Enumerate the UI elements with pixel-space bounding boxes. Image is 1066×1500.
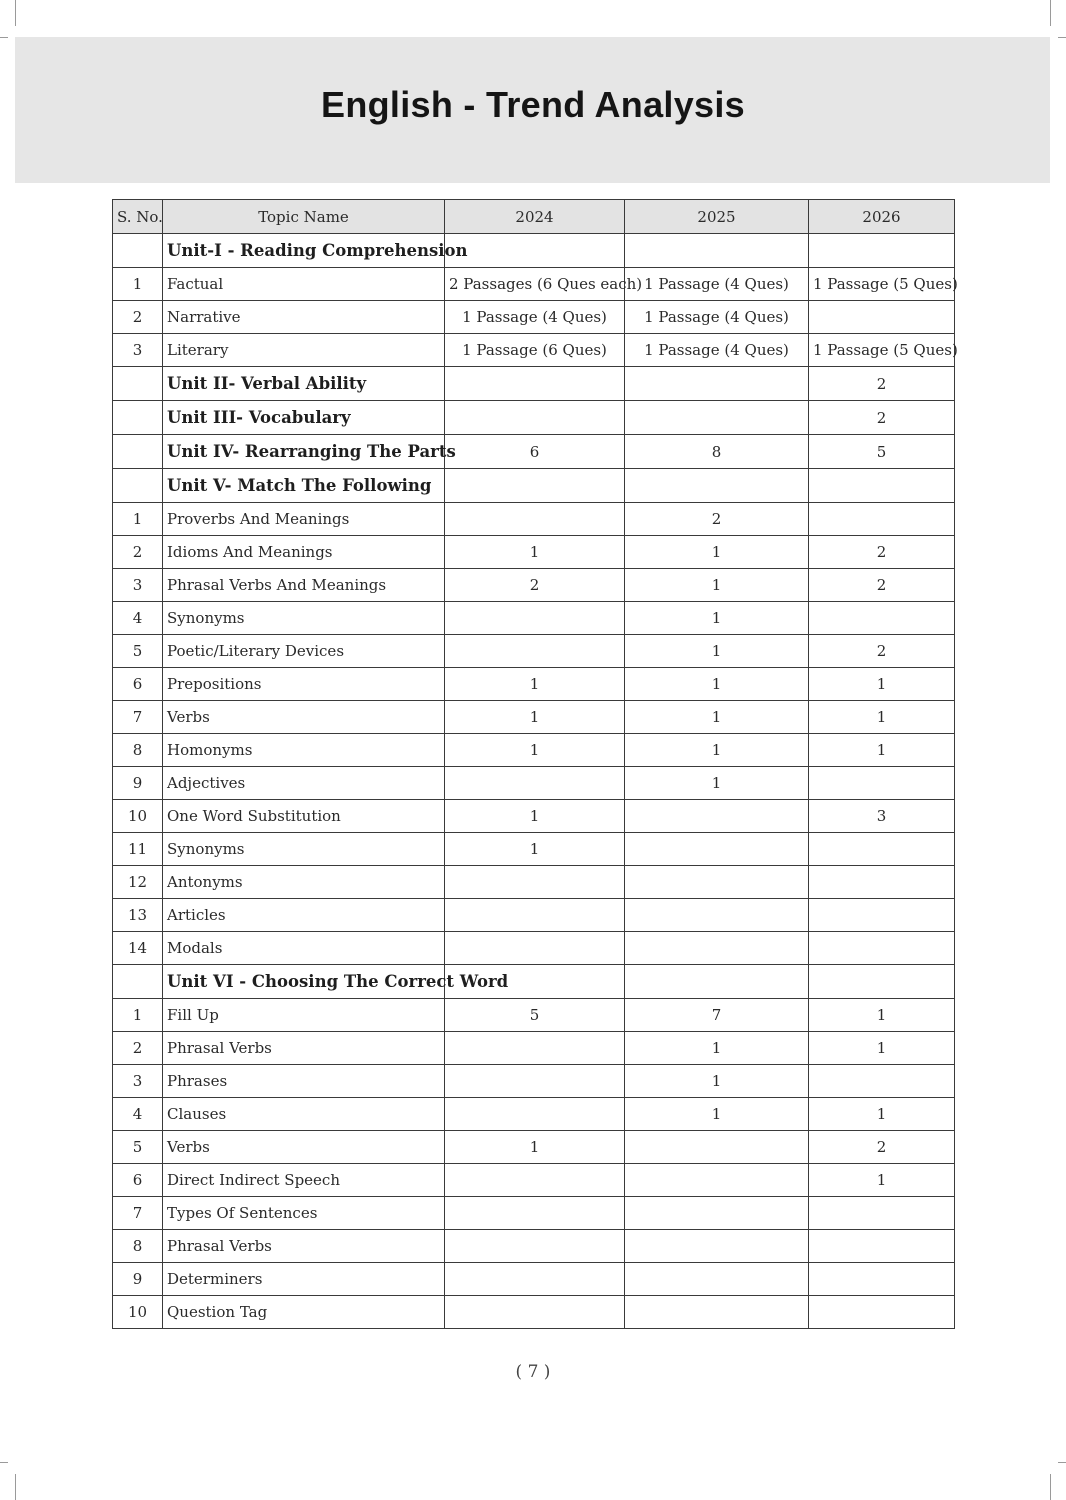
- value-2024-cell: [445, 866, 625, 899]
- sno-cell: 9: [113, 767, 163, 800]
- topic-cell: Types Of Sentences: [163, 1197, 445, 1230]
- topic-cell: Idioms And Meanings: [163, 536, 445, 569]
- value-2025-cell: 1: [625, 1098, 809, 1131]
- crop-mark: [1050, 0, 1051, 26]
- sno-cell: 11: [113, 833, 163, 866]
- table-row: [113, 301, 955, 334]
- topic-cell: Unit III- Vocabulary: [163, 401, 445, 435]
- sno-cell: 3: [113, 1065, 163, 1098]
- unit-row: [113, 401, 955, 435]
- value-2025-cell: [625, 1230, 809, 1263]
- topic-cell: Unit VI - Choosing The Correct Word: [163, 965, 445, 999]
- value-2024-cell: 5: [445, 999, 625, 1032]
- table-row: [113, 767, 955, 800]
- value-2026-cell: 1: [809, 1098, 955, 1131]
- topic-cell: Proverbs And Meanings: [163, 503, 445, 536]
- topic-cell: Narrative: [163, 301, 445, 334]
- value-2025-cell: 1: [625, 734, 809, 767]
- value-2024-cell: 2: [445, 569, 625, 602]
- topic-cell: Phrasal Verbs: [163, 1032, 445, 1065]
- table-row: [113, 635, 955, 668]
- value-2024-cell: [445, 401, 625, 435]
- value-2025-cell: [625, 1131, 809, 1164]
- topic-cell: Homonyms: [163, 734, 445, 767]
- sno-cell: 3: [113, 569, 163, 602]
- value-2024-cell: [445, 1098, 625, 1131]
- value-2025-cell: 1 Passage (4 Ques): [625, 301, 809, 334]
- unit-row: [113, 234, 955, 268]
- value-2024-cell: [445, 932, 625, 965]
- value-2024-cell: 6: [445, 435, 625, 469]
- value-2026-cell: 1: [809, 999, 955, 1032]
- value-2026-cell: [809, 1065, 955, 1098]
- value-2026-cell: 1: [809, 668, 955, 701]
- value-2024-cell: 1: [445, 668, 625, 701]
- topic-cell: Antonyms: [163, 866, 445, 899]
- value-2024-cell: [445, 635, 625, 668]
- topic-cell: Direct Indirect Speech: [163, 1164, 445, 1197]
- table-row: [113, 1296, 955, 1329]
- value-2024-cell: [445, 1230, 625, 1263]
- value-2025-cell: 7: [625, 999, 809, 1032]
- page-number: ( 7 ): [515, 1362, 551, 1382]
- value-2026-cell: [809, 1230, 955, 1263]
- sno-cell: 1: [113, 503, 163, 536]
- value-2026-cell: [809, 1263, 955, 1296]
- value-2024-cell: 1 Passage (6 Ques): [445, 334, 625, 367]
- value-2025-cell: 1: [625, 635, 809, 668]
- value-2025-cell: [625, 866, 809, 899]
- sno-cell: 8: [113, 734, 163, 767]
- table-row: [113, 334, 955, 367]
- trend-analysis-table: [112, 199, 958, 1329]
- topic-cell: Verbs: [163, 701, 445, 734]
- table-header-row: [113, 200, 955, 234]
- value-2026-cell: 2: [809, 569, 955, 602]
- value-2025-cell: [625, 401, 809, 435]
- crop-mark: [1050, 1474, 1051, 1500]
- value-2024-cell: [445, 899, 625, 932]
- value-2026-cell: 1: [809, 1164, 955, 1197]
- unit-row: [113, 469, 955, 503]
- value-2025-cell: 1: [625, 569, 809, 602]
- topic-cell: Verbs: [163, 1131, 445, 1164]
- topic-cell: Question Tag: [163, 1296, 445, 1329]
- table-row: [113, 899, 955, 932]
- table-row: [113, 999, 955, 1032]
- value-2026-cell: 2: [809, 367, 955, 401]
- sno-cell: 4: [113, 1098, 163, 1131]
- value-2025-cell: [625, 367, 809, 401]
- value-2026-cell: 2: [809, 635, 955, 668]
- sno-cell: 1: [113, 268, 163, 301]
- table-body: [113, 234, 958, 1329]
- value-2025-cell: [625, 1296, 809, 1329]
- topic-cell: Phrases: [163, 1065, 445, 1098]
- value-2025-cell: 1 Passage (4 Ques): [625, 268, 809, 301]
- topic-cell: Clauses: [163, 1098, 445, 1131]
- sno-cell: 1: [113, 999, 163, 1032]
- table-row: [113, 1164, 955, 1197]
- value-2026-cell: 2: [809, 401, 955, 435]
- topic-cell: Factual: [163, 268, 445, 301]
- topic-cell: Unit IV- Rearranging The Parts: [163, 435, 445, 469]
- sno-cell: 2: [113, 301, 163, 334]
- topic-cell: Literary: [163, 334, 445, 367]
- value-2024-cell: 1: [445, 833, 625, 866]
- table-row: [113, 734, 955, 767]
- value-2025-cell: [625, 800, 809, 833]
- table-row: [113, 668, 955, 701]
- value-2024-cell: 2 Passages (6 Ques each): [445, 268, 625, 301]
- crop-mark: [15, 0, 16, 26]
- value-2024-cell: [445, 1164, 625, 1197]
- value-2024-cell: 1: [445, 800, 625, 833]
- value-2026-cell: [809, 1296, 955, 1329]
- table-row: [113, 833, 955, 866]
- table-row: [113, 866, 955, 899]
- topic-cell: Poetic/Literary Devices: [163, 635, 445, 668]
- sno-cell: 12: [113, 866, 163, 899]
- value-2024-cell: 1: [445, 536, 625, 569]
- sno-cell: 9: [113, 1263, 163, 1296]
- value-2025-cell: 1: [625, 602, 809, 635]
- value-2026-cell: [809, 234, 955, 268]
- sno-cell: 2: [113, 1032, 163, 1065]
- value-2025-cell: 1: [625, 767, 809, 800]
- value-2025-cell: [625, 1263, 809, 1296]
- value-2026-cell: 1: [809, 701, 955, 734]
- value-2024-cell: [445, 1263, 625, 1296]
- crop-mark: [0, 37, 8, 38]
- topic-cell: Synonyms: [163, 602, 445, 635]
- table-row: [113, 932, 955, 965]
- topic-cell: Phrasal Verbs And Meanings: [163, 569, 445, 602]
- value-2025-cell: [625, 833, 809, 866]
- value-2026-cell: [809, 833, 955, 866]
- topic-cell: Unit II- Verbal Ability: [163, 367, 445, 401]
- value-2025-cell: 1: [625, 1065, 809, 1098]
- value-2026-cell: [809, 1197, 955, 1230]
- sno-cell: 4: [113, 602, 163, 635]
- sno-cell: 5: [113, 1131, 163, 1164]
- sno-cell: 5: [113, 635, 163, 668]
- value-2026-cell: [809, 469, 955, 503]
- header-year-2024: 2024: [445, 200, 625, 234]
- value-2026-cell: [809, 899, 955, 932]
- value-2026-cell: [809, 301, 955, 334]
- sno-cell: [113, 401, 163, 435]
- value-2026-cell: 2: [809, 1131, 955, 1164]
- value-2024-cell: [445, 1197, 625, 1230]
- sno-cell: 10: [113, 800, 163, 833]
- topic-cell: Fill Up: [163, 999, 445, 1032]
- header-year-2025: 2025: [625, 200, 809, 234]
- value-2026-cell: [809, 503, 955, 536]
- value-2026-cell: [809, 866, 955, 899]
- unit-row: [113, 367, 955, 401]
- sno-cell: 3: [113, 334, 163, 367]
- value-2025-cell: [625, 234, 809, 268]
- table-row: [113, 800, 955, 833]
- table-row: [113, 1032, 955, 1065]
- unit-row: [113, 435, 955, 469]
- sno-cell: 7: [113, 1197, 163, 1230]
- value-2025-cell: 1: [625, 668, 809, 701]
- value-2025-cell: [625, 1197, 809, 1230]
- table-row: [113, 268, 955, 301]
- table-row: [113, 1131, 955, 1164]
- topic-cell: Determiners: [163, 1263, 445, 1296]
- value-2025-cell: 1: [625, 536, 809, 569]
- value-2024-cell: [445, 1065, 625, 1098]
- topic-cell: Prepositions: [163, 668, 445, 701]
- unit-row: [113, 965, 955, 999]
- crop-mark: [15, 1474, 16, 1500]
- table-row: [113, 1263, 955, 1296]
- crop-mark: [0, 1462, 8, 1463]
- table-row: [113, 503, 955, 536]
- sno-cell: 10: [113, 1296, 163, 1329]
- value-2024-cell: [445, 234, 625, 268]
- crop-mark: [1058, 37, 1066, 38]
- value-2024-cell: 1: [445, 701, 625, 734]
- sno-cell: 7: [113, 701, 163, 734]
- crop-mark: [1058, 1462, 1066, 1463]
- value-2025-cell: 1 Passage (4 Ques): [625, 334, 809, 367]
- value-2025-cell: [625, 932, 809, 965]
- value-2025-cell: 1: [625, 1032, 809, 1065]
- table-row: [113, 1065, 955, 1098]
- value-2024-cell: [445, 503, 625, 536]
- sno-cell: [113, 965, 163, 999]
- topic-cell: One Word Substitution: [163, 800, 445, 833]
- sno-cell: 14: [113, 932, 163, 965]
- value-2025-cell: 1: [625, 701, 809, 734]
- value-2025-cell: [625, 1164, 809, 1197]
- sno-cell: [113, 367, 163, 401]
- sno-cell: 6: [113, 1164, 163, 1197]
- value-2026-cell: [809, 767, 955, 800]
- sno-cell: 2: [113, 536, 163, 569]
- value-2024-cell: 1: [445, 1131, 625, 1164]
- table-row: [113, 1098, 955, 1131]
- value-2026-cell: 1: [809, 1032, 955, 1065]
- value-2026-cell: [809, 602, 955, 635]
- value-2024-cell: 1 Passage (4 Ques): [445, 301, 625, 334]
- topic-cell: Adjectives: [163, 767, 445, 800]
- value-2026-cell: 1 Passage (5 Ques): [809, 334, 955, 367]
- value-2026-cell: 1: [809, 734, 955, 767]
- header-sno: S. No.: [113, 200, 163, 234]
- value-2026-cell: 2: [809, 536, 955, 569]
- value-2026-cell: [809, 932, 955, 965]
- value-2024-cell: [445, 1296, 625, 1329]
- value-2024-cell: [445, 767, 625, 800]
- table-row: [113, 1230, 955, 1263]
- topic-cell: Unit V- Match The Following: [163, 469, 445, 503]
- value-2024-cell: [445, 367, 625, 401]
- value-2024-cell: [445, 1032, 625, 1065]
- topic-cell: Articles: [163, 899, 445, 932]
- page-title: English - Trend Analysis: [321, 84, 745, 125]
- topic-cell: Phrasal Verbs: [163, 1230, 445, 1263]
- sno-cell: 13: [113, 899, 163, 932]
- sno-cell: 8: [113, 1230, 163, 1263]
- value-2024-cell: [445, 602, 625, 635]
- table-row: [113, 536, 955, 569]
- value-2026-cell: 1 Passage (5 Ques): [809, 268, 955, 301]
- value-2024-cell: 1: [445, 734, 625, 767]
- value-2025-cell: [625, 899, 809, 932]
- topic-cell: Synonyms: [163, 833, 445, 866]
- header-topic-name: Topic Name: [163, 200, 445, 234]
- value-2025-cell: 8: [625, 435, 809, 469]
- value-2026-cell: 5: [809, 435, 955, 469]
- value-2025-cell: [625, 965, 809, 999]
- table-row: [113, 569, 955, 602]
- value-2025-cell: 2: [625, 503, 809, 536]
- table-row: [113, 701, 955, 734]
- topic-cell: Unit-I - Reading Comprehension: [163, 234, 445, 268]
- sno-cell: [113, 234, 163, 268]
- sno-cell: [113, 435, 163, 469]
- table-row: [113, 1197, 955, 1230]
- sno-cell: [113, 469, 163, 503]
- header-year-2026: 2026: [809, 200, 955, 234]
- sno-cell: 6: [113, 668, 163, 701]
- value-2024-cell: [445, 469, 625, 503]
- value-2025-cell: [625, 469, 809, 503]
- value-2026-cell: [809, 965, 955, 999]
- topic-cell: Modals: [163, 932, 445, 965]
- table-row: [113, 602, 955, 635]
- value-2026-cell: 3: [809, 800, 955, 833]
